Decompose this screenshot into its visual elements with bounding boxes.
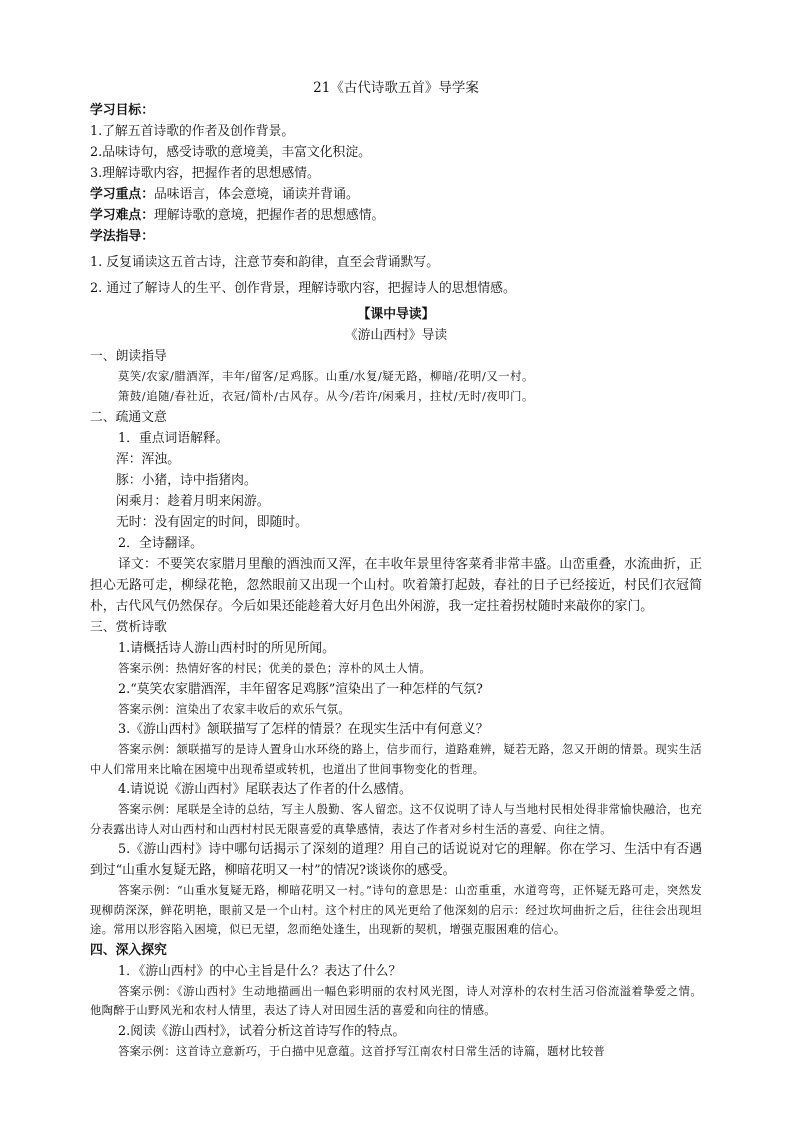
method-heading: 学法指导：: [90, 229, 154, 244]
answer-3-2: 答案示例：渲染出了农家丰收后的欢乐气氛。: [118, 702, 350, 716]
translation-subheading: 2．全诗翻译。: [118, 536, 203, 551]
answer-3-5: 答案示例：“山重水复疑无路，柳暗花明又一村。”诗句的意思是：山峦重重，水道弯弯，正怀疑无路可走，突然发现柳荫深深，鲜花明艳，眼前又是一个山村。这个村庄的风光更给了他深刻的启示：经过坎坷曲折之后，往往会出现坦途。常用以形容陷入困境，似已无望，忽而绝处逢生，出现新的契机，增强克服困难的信心。: [90, 884, 702, 936]
question-3-2: 2.“莫笑农家腊酒浑，丰年留客足鸡豚”渲染出了一种怎样的气氛?: [118, 681, 483, 697]
goal-item-3: 3.理解诗歌内容，把握作者的思想感情。: [90, 166, 320, 181]
section-title: 【课中导读】: [357, 307, 435, 322]
goal-item-2: 2.品味诗句，感受诗歌的意境美，丰富文化积淀。: [90, 145, 371, 160]
translation-text: 译文：不要笑农家腊月里酿的酒浊而又浑，在丰收年景里待客菜肴非常丰盛。山峦重叠，水流曲折，正担心无路可走，柳绿花艳，忽然眼前又出现一个山村。吹着箫打起鼓，春社的日子已经接近，村民们衣冠简朴，古代风气仍然保存。今后如果还能趁着大好月色出外闲游，我一定拄着拐杖随时来敲你的家门。: [90, 557, 702, 614]
question-3-5: 5.《游山西村》诗中哪句话揭示了深刻的道理？用自己的话说说对它的理解。你在学习、生活中有否遇到过“山重水复疑无路，柳暗花明又一村”的情况?谈谈你的感受。: [90, 842, 702, 878]
vocab-item-2: 豚：小猪，诗中指猪肉。: [116, 473, 257, 488]
vocab-item-1: 浑：浑浊。: [116, 452, 180, 467]
part2-heading: 二、疏通文意: [90, 410, 167, 425]
key-point-label: 学习重点：: [90, 187, 154, 202]
question-4-2: 2.阅读《游山西村》，试着分析这首诗写作的特点。: [118, 1023, 406, 1039]
difficulty-line: [90, 205, 702, 226]
key-point-text: 品味语言，体会意境，诵读并背诵。: [153, 187, 359, 202]
question-4-1: 1．《游山西村》的中心主旨是什么？表达了什么？: [118, 963, 402, 979]
difficulty-label: 学习难点：: [90, 208, 154, 223]
vocab-item-3: 闲乘月：趁着月明来闲游。: [116, 494, 270, 509]
answer-3-3: 答案示例：颔联描写的是诗人置身山水环绕的路上，信步而行，道路难辨，疑若无路，忽又开朗的情景。现实生活中人们常用来比喻在困境中出现希望或转机，也道出了世间事物变化的哲理。: [90, 743, 702, 776]
reading-line-1: 莫笑/农家/腊酒浑，丰年/留客/足鸡豚。山重/水复/疑无路，柳暗/花明/又一村。: [118, 370, 534, 383]
question-3-4: 4.请说说《游山西村》尾联表达了作者的什么感情。: [118, 782, 412, 797]
vocab-subheading: 1．重点词语解释。: [118, 431, 229, 446]
poem-title: 《游山西村》导读: [344, 328, 448, 343]
question-3-3: 3.《游山西村》颔联描写了怎样的情景？在现实生活中有何意义？: [118, 722, 489, 737]
answer-4-2: 答案示例：这首诗立意新巧，于白描中见意蕴。这首抒写江南农村日常生活的诗篇，题材比较普: [118, 1044, 606, 1058]
part4-heading: 四、深入探究: [90, 942, 167, 958]
reading-line-2: 箫鼓/追随/春社近，衣冠/简朴/古风存。从今/若许/闲乘月，拄杖/无时/夜叩门。: [118, 390, 534, 403]
goal-item-1: 1.了解五首诗歌的作者及创作背景。: [90, 124, 295, 139]
answer-3-4: 答案示例：尾联是全诗的总结，写主人殷勤、客人留恋。这不仅说明了诗人与当地村民相处得非常愉快融洽，也充分表露出诗人对山西村和山西村村民无限喜爱的真挚感情，表达了作者对乡村生活的喜爱、向往之情。: [90, 803, 702, 836]
key-point-line: [90, 184, 702, 205]
vocab-item-4: 无时：没有固定的时间，即随时。: [116, 515, 308, 530]
goals-heading: 学习目标：: [90, 103, 154, 118]
part3-heading: 三、赏析诗歌: [90, 620, 167, 635]
question-3-1: 1.请概括诗人游山西村时的所见所闻。: [118, 641, 335, 656]
document-title: 21《古代诗歌五首》导学案: [313, 80, 479, 96]
part1-heading: 一、朗读指导: [90, 349, 167, 364]
method-item-1: 1. 反复诵读这五首古诗，注意节奏和韵律，直至会背诵默写。: [90, 255, 439, 270]
method-item-2: 2. 通过了解诗人的生平、创作背景，理解诗歌内容，把握诗人的思想情感。: [90, 281, 516, 296]
answer-3-1: 答案示例：热情好客的村民；优美的景色；淳朴的风土人情。: [118, 662, 432, 675]
answer-4-1: 答案示例：《游山西村》生动地描画出一幅色彩明丽的农村风光图，诗人对淳朴的农村生活习俗流溢着挚爱之情。他陶醉于山野风光和农村人情里，表达了诗人对田园生活的喜爱和向往的情感。: [90, 984, 702, 1017]
difficulty-text: 理解诗歌的意境，把握作者的思想感情。: [153, 208, 385, 223]
